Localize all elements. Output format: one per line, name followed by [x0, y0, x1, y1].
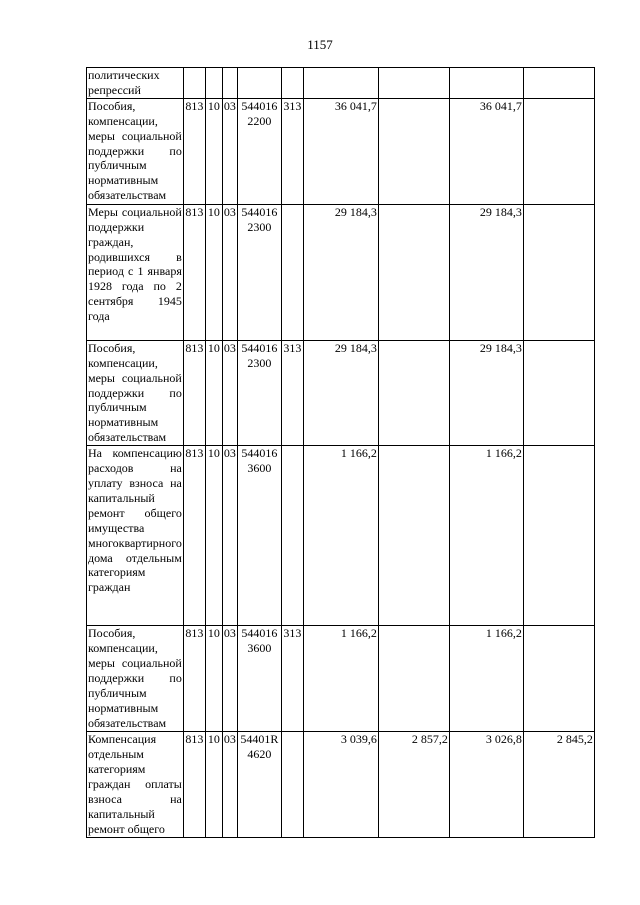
rz-cell: 10 [205, 340, 222, 445]
row-name: Пособия, компенсации, меры социальной поддержки по публичным нормативным обязательствам [87, 98, 184, 204]
table-row [87, 68, 595, 99]
sum-3-cell: 1 166,2 [449, 626, 523, 732]
row-name: Компенсация отдельным категориям граждан оплаты взноса на капитальный ремонт общего [88, 732, 182, 836]
row-name: На компенсацию расходов на уплату взноса на капитальный ремонт общего имущества многоквартирного дома отдельным категориям граждан [87, 446, 184, 626]
sum-3-cell: 29 184,3 [449, 340, 523, 445]
page-number: 1157 [307, 37, 333, 52]
sum-2-cell: 2 857,2 [378, 732, 449, 837]
pr-cell: 03 [222, 446, 237, 626]
table-row [87, 626, 595, 732]
sum-2-cell [378, 626, 449, 732]
table-row [87, 732, 595, 837]
vr-cell [281, 446, 303, 626]
rz-cell: 10 [205, 98, 222, 204]
rz-cell: 10 [205, 446, 222, 626]
vr-cell: 313 [281, 98, 303, 204]
rz-cell: 10 [205, 204, 222, 340]
pr-cell: 03 [222, 204, 237, 340]
sum-1-cell: 36 041,7 [303, 98, 378, 204]
sum-3-cell: 29 184,3 [449, 204, 523, 340]
pr-cell [222, 68, 237, 99]
ved-cell: 813 [183, 626, 205, 732]
ved-cell: 813 [183, 340, 205, 445]
table-row [87, 98, 595, 204]
sum-2-cell [378, 340, 449, 445]
sum-3-cell [449, 68, 523, 99]
vr-cell: 313 [281, 340, 303, 445]
sum-3-cell: 1 166,2 [449, 446, 523, 626]
pr-cell: 03 [222, 340, 237, 445]
sum-2-cell [378, 446, 449, 626]
pr-cell: 03 [222, 732, 237, 837]
table-row [87, 204, 595, 340]
ved-cell: 813 [183, 98, 205, 204]
vr-cell [281, 204, 303, 340]
pr-cell: 03 [222, 98, 237, 204]
sum-4-cell [523, 340, 594, 445]
sum-4-cell [523, 446, 594, 626]
csr-cell [237, 68, 281, 99]
sum-4-cell: 2 845,2 [523, 732, 594, 837]
rz-cell: 10 [205, 626, 222, 732]
csr-cell: 5440163600 [237, 446, 281, 626]
ved-cell: 813 [183, 204, 205, 340]
pr-cell: 03 [222, 626, 237, 732]
sum-4-cell [523, 626, 594, 732]
sum-4-cell [523, 204, 594, 340]
sum-1-cell [303, 68, 378, 99]
ved-cell: 813 [183, 446, 205, 626]
sum-1-cell: 29 184,3 [303, 340, 378, 445]
row-name: Пособия, компенсации, меры социальной поддержки по публичным нормативным обязательствам [87, 626, 184, 732]
sum-1-cell: 3 039,6 [303, 732, 378, 837]
csr-cell: 5440163600 [237, 626, 281, 732]
sum-1-cell: 1 166,2 [303, 446, 378, 626]
vr-cell: 313 [281, 626, 303, 732]
sum-2-cell [378, 68, 449, 99]
ved-cell [183, 68, 205, 99]
row-name: политических репрессий [87, 68, 184, 99]
vr-cell [281, 732, 303, 837]
sum-4-cell [523, 68, 594, 99]
ved-cell: 813 [183, 732, 205, 837]
row-name: Пособия, компенсации, меры социальной поддержки по публичным нормативным обязательствам [88, 340, 182, 445]
sum-3-cell: 36 041,7 [449, 98, 523, 204]
budget-table [86, 67, 595, 838]
row-name: Меры социальной поддержки граждан, родившихся в период с 1 января 1928 года по 2 сентября 1945 года [87, 204, 184, 340]
table-row [87, 340, 595, 445]
sum-3-cell: 3 026,8 [449, 732, 523, 837]
sum-4-cell [523, 98, 594, 204]
rz-cell [205, 68, 222, 99]
sum-1-cell: 1 166,2 [303, 626, 378, 732]
csr-cell: 54401R4620 [237, 732, 281, 837]
csr-cell: 5440162300 [237, 204, 281, 340]
sum-1-cell: 29 184,3 [303, 204, 378, 340]
sum-2-cell [378, 204, 449, 340]
csr-cell: 5440162300 [237, 340, 281, 445]
csr-cell: 5440162200 [237, 98, 281, 204]
sum-2-cell [378, 98, 449, 204]
rz-cell: 10 [205, 732, 222, 837]
table-row [87, 446, 595, 626]
vr-cell [281, 68, 303, 99]
